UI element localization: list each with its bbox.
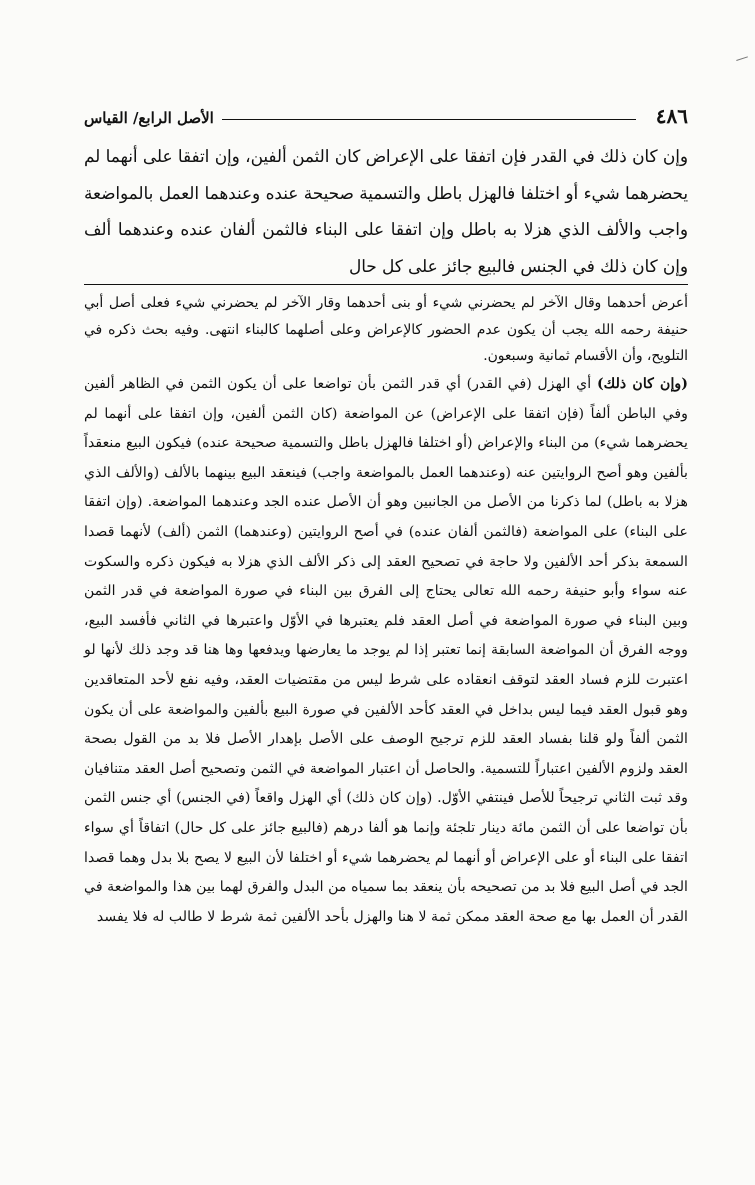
- running-head: الأصل الرابع/ القياس: [84, 109, 214, 127]
- section-divider: [84, 284, 688, 285]
- commentary-text: [84, 370, 688, 932]
- commentary-lead: (وإن كان ذلك): [596, 376, 688, 392]
- footnote-text: أعرض أحدهما وقال الآخر لم يحضرني شيء أو بنى أحدهما وقار الآخر لم يحضرني شيء فعلى أصل أبي حنيفة رحمه الله يجب أن يكون عدم الحضور كالإعراض وعلى أصلهما كالبناء انتهى. وفيه بحث ذكره في التلويح، وأن الأقسام ثمانية وسبعون.: [84, 295, 688, 364]
- page-header: [84, 92, 688, 126]
- page-number: ٤٨٦: [655, 104, 688, 128]
- margin-mark: [736, 56, 750, 66]
- commentary-body: أي الهزل (في القدر) أي قدر الثمن بأن تواضعا على أن يكون الثمن في الظاهر ألفين وفي الباطن ألفاً (فإن اتفقا على الإعراض) عن المواضعة (كان الثمن ألفين، وإن اتفقا على أنهما لم يحضرهما شيء) من البناء والإعراض (أو اختلفا فالهزل باطل والتسمية صحيحة عنده) فيكون البيع منعقداً بألفين وهو أصح الروايتين عنه (وعندهما العمل بالمواضعة واجب) فينعقد البيع بينهما بالألف (والألف الذي هزلا به باطل) لما ذكرنا من الأصل من الجانبين وهو أن الأصل عنده الجد وعندهما المواضعة. (وإن اتفقا على البناء) على المواضعة (فالثمن ألفان عنده) في أصح الروايتين (وعندهما) الثمن (ألف) لأنهما قصدا السمعة بذكر أحد الألفين ولا حاجة في تصحيح العقد إلى ذكر الألف الذي هزلا به فيكون ذكره والسكوت عنه سواء وأبو حنيفة رحمه الله تعالى يحتاج إلى الفرق بين البناء في صورة المواضعة في قدر الثمن وبين البناء في صورة المواضعة في أصل العقد فلم يعتبرها في الأوّل واعتبرها في الثاني فأفسد البيع، ووجه الفرق أن المواضعة السابقة إنما تعتبر إذا لم يوجد ما يعارضها ويدفعها وها هنا قد وجد ذلك لأنها لو اعتبرت للزم فساد العقد لتوقف انعقاده على شرط ليس من مقتضيات العقد، وفيه نفع لأحد المتعاقدين وهو قبول العقد فيما ليس بداخل في العقد كأحد الألفين في صورة البيع بألفين والمواضعة على أن يكون الثمن ألفاً ولو قلنا بفساد العقد للزم ترجيح الوصف على الأصل بإهدار الأصل فلا بد من القول بصحة العقد ولزوم الألفين اعتباراً للتسمية. والحاصل أن اعتبار المواضعة في الثمن وتصحيح أصل العقد متنافيان وقد ثبت الثاني ترجيحاً للأصل فينتفي الأوّل. (وإن كان ذلك) أي الهزل واقعاً (في الجنس) أي جنس الثمن بأن تواضعا على أن الثمن مائة دينار تلجئة وإنما هو ألفا درهم (فالبيع جائز على كل حال) اتفاقاً أي سواء اتفقا على البناء أو على الإعراض أو أنهما لم يحضرهما شيء أو اختلفا لأن البيع لا يصح بلا بدل وهما قصدا الجد في أصل البيع فلا بد من تصحيحه بأن ينعقد بما سمياه من البدل والفرق لهما بين هذا والمواضعة في القدر أن العمل بها مع صحة العقد ممكن ثمة لا هنا والهزل بأحد الألفين ثمة شرط لا طالب له فلا يفسد: [84, 376, 688, 925]
- header-rule: [222, 119, 636, 120]
- main-text: وإن كان ذلك في القدر فإن اتفقا على الإعراض كان الثمن ألفين، وإن اتفقا على أنهما لم يحضرهما شيء أو اختلفا فالهزل باطل والتسمية صحيحة عنده وعندهما العمل بالمواضعة واجب والألف الذي هزلا به باطل وإن اتفقا على البناء فالثمن ألفان عنده وعندهما ألف وإن كان ذلك في الجنس فالبيع جائز على كل حال: [84, 146, 688, 276]
